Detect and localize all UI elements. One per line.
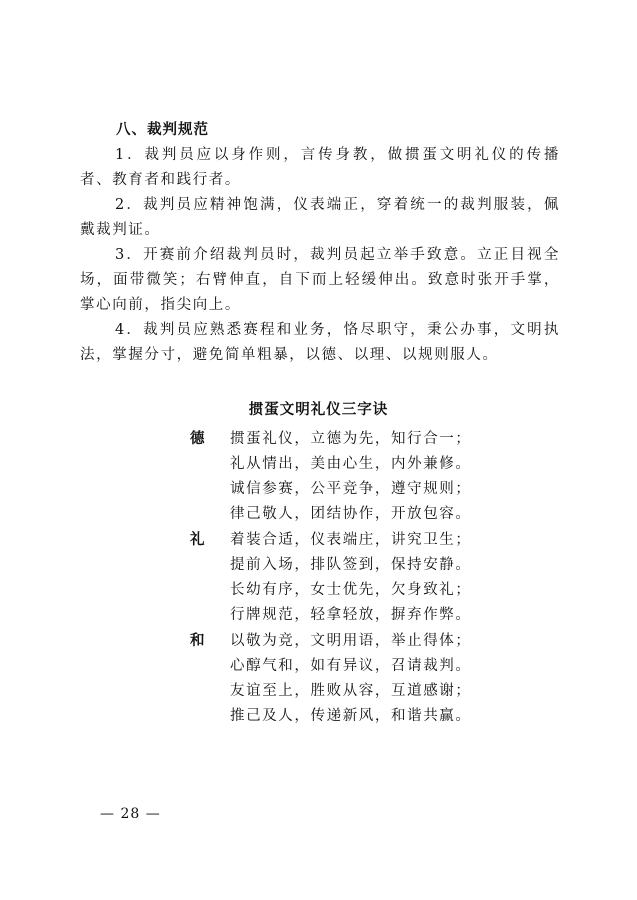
poem-line: 友谊至上，胜败从容，互道感谢； <box>230 683 472 699</box>
paragraph-2: 2．裁判员应精神饱满，仪表端正，穿着统一的裁判服装，佩戴裁判证。 <box>80 197 560 238</box>
poem-line: 掼蛋礼仪，立德为先，知行合一； <box>230 431 472 447</box>
poem-group-label: 德 <box>190 431 205 447</box>
poem-line: 以敬为竞，文明用语，举止得体； <box>230 633 472 649</box>
poem-line: 行牌规范，轻拿轻放，摒弃作弊。 <box>230 607 472 623</box>
paragraph-4: 4．裁判员应熟悉赛程和业务，恪尽职守，秉公办事，文明执法，掌握分寸，避免简单粗暴，以德、以理、以规则服人。 <box>80 322 560 363</box>
poem-line: 礼从情出，美由心生，内外兼修。 <box>230 456 472 472</box>
poem-line: 长幼有序，女士优先，欠身致礼； <box>230 582 472 598</box>
poem-title: 掼蛋文明礼仪三字诀 <box>248 402 389 418</box>
poem-line: 律己敬人，团结协作，开放包容。 <box>230 506 472 522</box>
paragraph-3: 3．开赛前介绍裁判员时，裁判员起立举手致意。立正目视全场，面带微笑；右臂伸直，自下而上轻缓伸出。致意时张开手掌，掌心向前，指尖向上。 <box>80 247 560 313</box>
paragraph-1: 1．裁判员应以身作则，言传身教，做掼蛋文明礼仪的传播者、教育者和践行者。 <box>80 147 560 188</box>
page-number: — 28 — <box>100 806 161 822</box>
poem-line: 心醇气和，如有异议，召请裁判。 <box>230 658 472 674</box>
poem-line: 诚信参赛，公平竞争，遵守规则； <box>230 481 472 497</box>
poem-line: 推己及人，传递新风，和谐共赢。 <box>230 708 472 724</box>
poem-group-label: 和 <box>190 633 205 649</box>
poem-line: 提前入场，排队签到，保持安静。 <box>230 557 472 573</box>
poem-group-label: 礼 <box>190 532 205 548</box>
section-heading: 八、裁判规范 <box>116 122 209 138</box>
poem-line: 着装合适，仪表端庄，讲究卫生； <box>230 532 472 548</box>
